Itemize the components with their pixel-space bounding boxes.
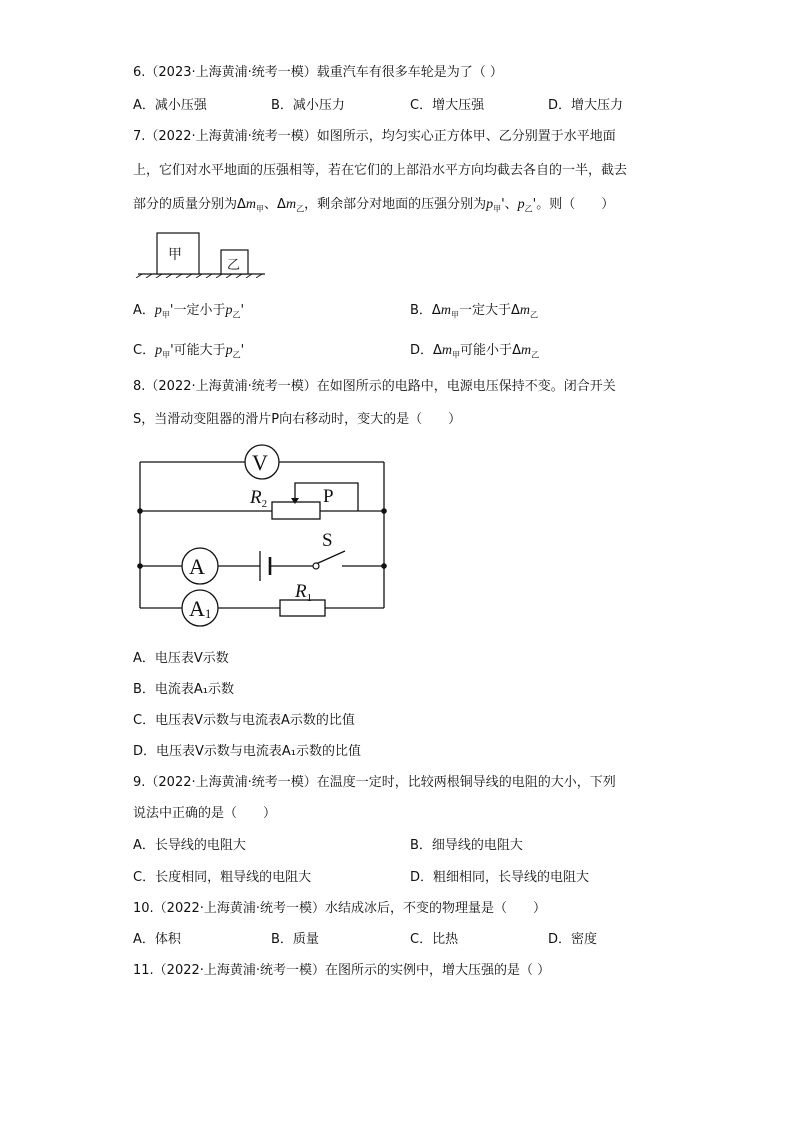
r1-label: $R_1$ — [295, 581, 313, 604]
block-yi-label: 乙 — [227, 257, 241, 272]
q7-option-d: D．$\Delta m_甲$可能小于$\Delta m_乙$ — [410, 343, 540, 360]
q11-stem: 11.（2022·上海黄浦·统考一模）在图所示的实例中，增大压强的是（ ） — [133, 963, 551, 978]
q7-stem-line2: 上，它们对水平地面的压强相等，若在它们的上部沿水平方向均截去各自的一半，截去 — [133, 163, 628, 178]
q8-circuit-diagram — [130, 440, 395, 640]
q9-option-a: A．长导线的电阻大 — [133, 838, 246, 853]
resistor-r1 — [280, 600, 325, 616]
q8-stem-line1: 8.（2022·上海黄浦·统考一模）在如图所示的电路中，电源电压保持不变。闭合开关 — [133, 379, 616, 394]
r2-label: $R_2$ — [250, 487, 268, 510]
q8-stem-line2: S，当滑动变阻器的滑片P向右移动时，变大的是（ ） — [133, 412, 462, 427]
switch-label: S — [322, 530, 333, 551]
block-jia-label: 甲 — [168, 248, 182, 263]
q8-option-b: B．电流表A₁示数 — [133, 682, 235, 697]
q6-option-a: A．减小压强 — [133, 98, 207, 113]
q6-option-b: B．减小压力 — [271, 98, 345, 113]
q10-option-a: A．体积 — [133, 932, 181, 947]
q10-stem: 10.（2022·上海黄浦·统考一模）水结成冰后，不变的物理量是（ ） — [133, 901, 547, 916]
q9-stem-line2: 说法中正确的是（ ） — [133, 806, 277, 821]
q6-stem: 6.（2023·上海黄浦·统考一模）载重汽车有很多车轮是为了（ ） — [133, 65, 503, 80]
q7-option-c: C．$p_甲'$可能大于$p_乙'$ — [133, 343, 245, 360]
q10-option-c: C．比热 — [410, 932, 459, 947]
q7-figure-blocks — [130, 228, 270, 278]
q9-option-b: B．细导线的电阻大 — [410, 838, 523, 853]
q9-stem-line1: 9.（2022·上海黄浦·统考一模）在温度一定时，比较两根铜导线的电阻的大小，下列 — [133, 775, 616, 790]
junction-dot — [137, 508, 143, 514]
voltmeter-label: V — [252, 450, 268, 475]
q7-stem-line1: 7.（2022·上海黄浦·统考一模）如图所示，均匀实心正方体甲、乙分别置于水平地面 — [133, 129, 616, 144]
q8-option-a: A．电压表V示数 — [133, 651, 229, 666]
q7-line3-a: 部分的质量分别为Δ — [133, 197, 246, 212]
slider-label: P — [323, 486, 334, 507]
q7-option-a: A．$p_甲'$一定小于$p_乙'$ — [133, 303, 245, 320]
ammeter-a1-label: A1 — [189, 596, 212, 621]
q6-option-c: C．增大压强 — [410, 98, 485, 113]
q9-option-c: C．长度相同，粗导线的电阻大 — [133, 870, 312, 885]
q9-option-d: D．粗细相同，长导线的电阻大 — [410, 870, 590, 885]
q8-option-d: D．电压表V示数与电流表A₁示数的比值 — [133, 744, 362, 759]
resistor-r2 — [272, 502, 320, 519]
junction-dot — [381, 508, 387, 514]
q7-option-b: B．$\Delta m_甲$一定大于$\Delta m_乙$ — [410, 303, 538, 320]
q7-stem-line3: 部分的质量分别为$\Delta m_甲$、$\Delta m_乙$，剩余部分对地面的压强分别为$p_甲'$、$p_乙'$。则（ ） — [133, 197, 615, 214]
ammeter-a-label: A — [189, 554, 205, 579]
junction-dot — [381, 563, 387, 569]
q10-option-b: B．质量 — [271, 932, 319, 947]
q6-option-d: D．增大压力 — [548, 98, 624, 113]
junction-dot — [137, 563, 143, 569]
q8-option-c: C．电压表V示数与电流表A示数的比值 — [133, 713, 355, 728]
q10-option-d: D．密度 — [548, 932, 598, 947]
switch-contact — [313, 563, 319, 569]
